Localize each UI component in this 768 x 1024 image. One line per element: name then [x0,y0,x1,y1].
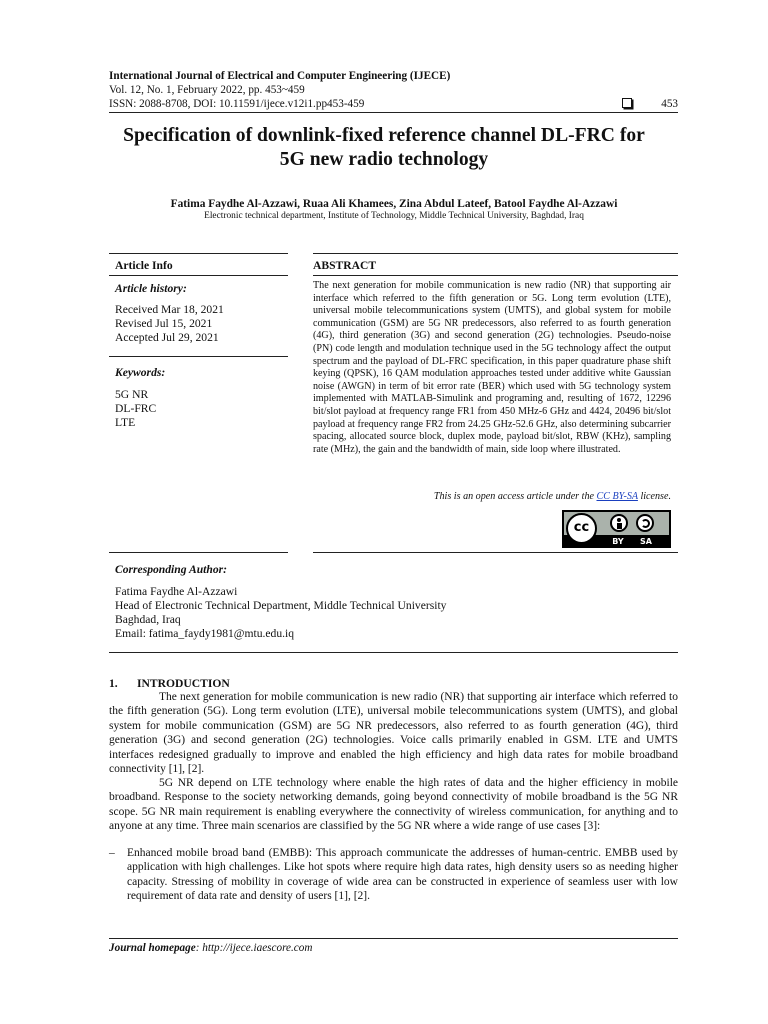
abstract-heading: ABSTRACT [313,259,377,272]
by-label: BY [612,537,624,546]
intro-paragraph-2: 5G NR depend on LTE technology where enable the high rates of data and the higher efficiency in mobile broadband. Response to the society networking demands, going beyond connectivity of mobile broadband is the 5G NR scope. 5G NR main requirement is enabling everywhere the connectivity of wireless communication, for anything and to anyone at any time. Three main scenarios are classified by the 5G NR where a wide range of use cases [3]: [109,777,678,833]
abstract-text: The next generation for mobile communication is new radio (NR) that supporting air interface which referred to the fifth generation or 5G. Long term evolution (LTE), universal mobile telecommunications system (UMTS), and global system for mobile communication (GSM) are 5G NR predecessors, also referred to as fourth generation (4G), third generation (3G) and second generation (2G) technologies. Pseudo-noise (PN) code length and modulation technique used in the 5G technology affect the output spectrum and the payload of DL-FRC specification, in this paper quadrature phase shift keying (QPSK), 16 QAM modulation approaches tested under additive white Gaussian noise (AWGN) in term of bit error rate (BER) which used with 5G technology system implemented with MATLAB-Simulink and programing and, resulting of 1672, 12296 bit/slot payload at frequency range FR1 from 450 MHz-6 GHz and 4424, 20496 bit/slot payload at frequency range FR2 from 24.25 GHz-52.6 GHz, also determining subcarrier spacing, allocated source block, duplex mode, payload bit/slot, RBW (KHz), sampling rate (MHz), the gain and the bandwidth of main, side loop where illustrated. [313,280,671,455]
corresponding-name: Fatima Faydhe Al-Azzawi [115,585,238,598]
journal-issn: ISSN: 2088-8708, DOI: 10.11591/ijece.v12i1.pp453-459 [109,98,365,110]
article-history-heading: Article history: [115,282,187,295]
corresponding-position: Head of Electronic Technical Department, Middle Technical University [115,599,447,612]
corresponding-email: Email: fatima_faydy1981@mtu.edu.iq [115,627,295,640]
history-rule [109,356,288,357]
abstract-bottom-rule [313,552,678,553]
license-suffix: license. [637,491,671,502]
keywords-heading: Keywords: [115,366,166,379]
homepage-label: Journal homepage [109,942,196,954]
paper-title [80,124,688,172]
title-line-2: 5G new radio technology [279,149,489,170]
cc-by-sa-badge [562,510,671,548]
sa-label: SA [640,537,652,546]
square-bullet-icon [622,98,632,108]
corresponding-heading: Corresponding Author: [115,563,228,576]
info-top-rule [109,253,288,254]
abstract-top-rule [313,253,678,254]
history-revised: Revised Jul 15, 2021 [115,317,213,330]
header-rule [109,112,678,113]
section-number: 1. [109,677,118,690]
article-info-heading: Article Info [115,259,173,272]
bullet-dash: – [109,847,115,859]
page-number: 453 [661,98,678,110]
intro-paragraph-1: The next generation for mobile communication is new radio (NR) that supporting air interface which referred to the fifth generation (5G). Long term evolution (LTE), universal mobile telecommunications system (UMTS), and global system for mobile communication (GSM) are 5G NR predecessors, also referred to as fourth generation (4G), third generation (3G) and second generation (2G) technologies. Voice calls primarily enabled in GSM. LTE and UMTS interfaces redesigned gradually to improve and enabled the high efficiency and high data rates for mobile broadband connectivity [1], [2]. [109,691,678,776]
corresponding-bottom-rule [109,652,678,653]
authors: Fatima Faydhe Al-Azzawi, Ruaa Ali Khamees, Zina Abdul Lateef, Batool Faydhe Al-Azzawi [170,198,618,210]
share-alike-icon [636,514,654,532]
homepage-url[interactable]: : http://ijece.iaescore.com [195,942,313,954]
corresponding-location: Baghdad, Iraq [115,613,181,626]
intro-bullet-embb: Enhanced mobile broad band (EMBB): This approach communicate the addresses of human-centric. EMBB used by application with high challenges. Like hot spots where require high data rates, high density users so as needing higher capacity. Stressing of mobility in coverage of wide area can be constructed in experience of seamless user with low requirement of data rate and density of users [1], [2]. [127,847,678,903]
attribution-icon [610,514,628,532]
keyword-item: 5G NR [115,388,149,401]
affiliation: Electronic technical department, Institute of Technology, Middle Technical University, Baghdad, Iraq [204,211,584,221]
cc-icon: cc [566,513,597,544]
journal-volume: Vol. 12, No. 1, February 2022, pp. 453~459 [109,84,305,96]
section-heading: INTRODUCTION [137,677,230,690]
keyword-item: LTE [115,416,136,429]
keyword-item: DL-FRC [115,402,157,415]
info-bottom-rule [109,552,288,553]
journal-name: International Journal of Electrical and Computer Engineering (IJECE) [109,70,451,82]
history-accepted: Accepted Jul 29, 2021 [115,331,219,344]
abstract-heading-rule [313,275,678,276]
cc-by-sa-link[interactable]: CC BY-SA [596,491,638,502]
journal-homepage [109,941,312,955]
license-prefix: This is an open access article under the [433,491,597,502]
info-heading-rule [109,275,288,276]
license-line [313,490,671,503]
history-received: Received Mar 18, 2021 [115,303,224,316]
footer-rule [109,938,678,939]
title-line-1: Specification of downlink-fixed reference channel DL-FRC for [123,125,645,146]
